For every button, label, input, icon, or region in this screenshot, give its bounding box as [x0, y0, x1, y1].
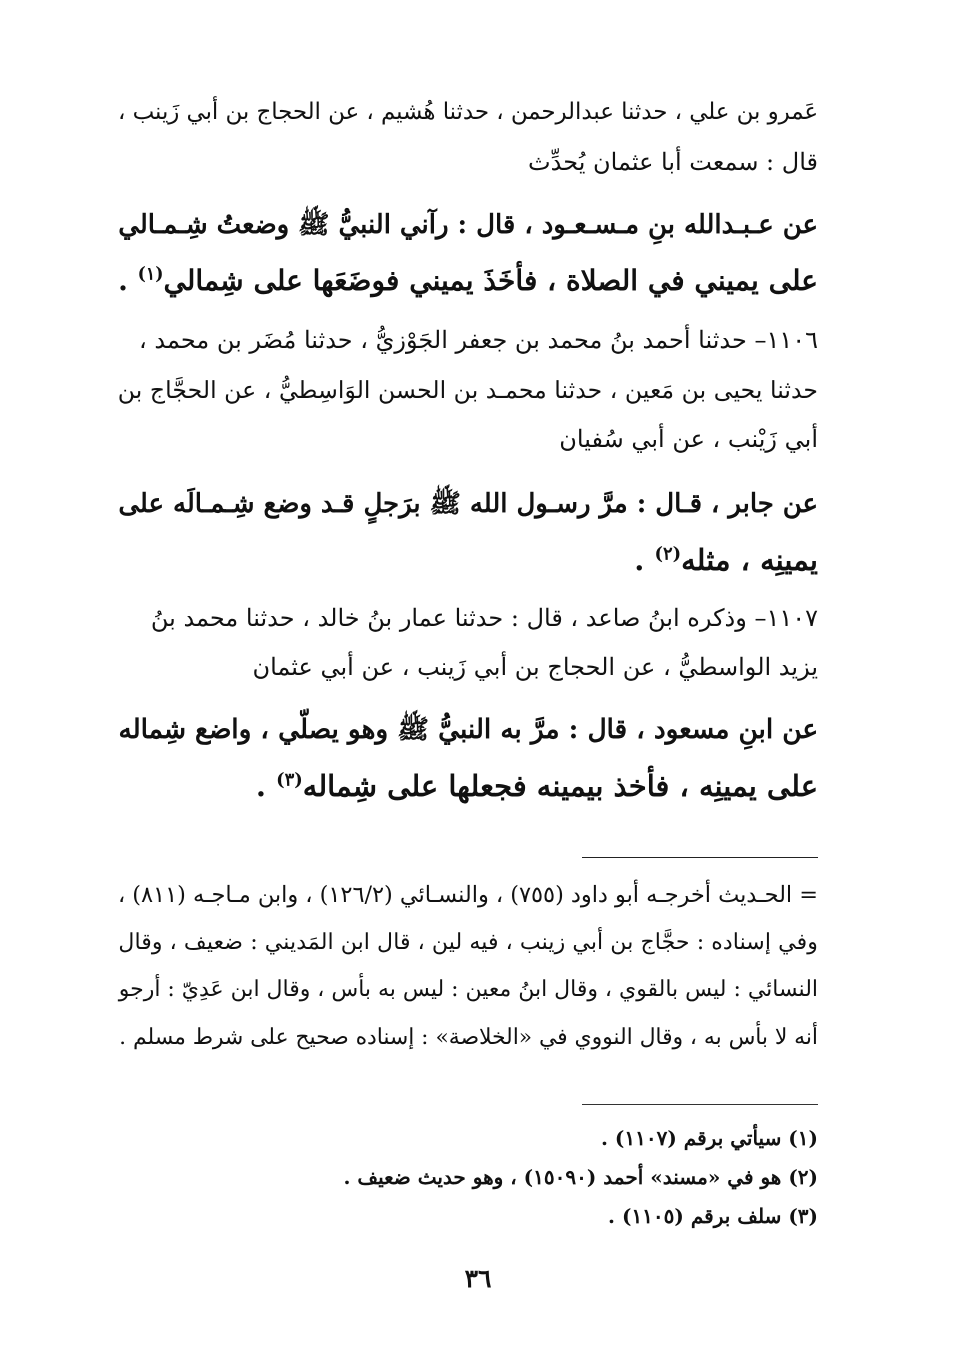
note-line: = الحـديث أخرجـه أبو داود (٧٥٥) ، والنسـائي (١٢٦/٢) ، وابن مـاجـه (٨١١) ، — [117, 882, 818, 908]
hadith-line: عن ابنِ مسعود ، قال : مرَّ به النبيُّ ﷺ وهو يصلّي ، واضع شِماله — [118, 714, 818, 745]
text-line: قال : سمعت أبا عثمان يُحدِّث — [528, 148, 818, 176]
hadith-text: يمينِه ، مثله — [681, 543, 818, 577]
note-line: أنه لا بأس به ، وقال النووي في «الخلاصة» : إسناده صحيح على شرط مسلم . — [119, 1025, 818, 1050]
footnote-ref: (٣) — [276, 769, 303, 791]
footnote-ref: (١) — [137, 264, 164, 285]
note-line: وفي إسناده : حجَّاج بن أبي زينب ، فيه لين ، قال ابن المَديني : ضعيف ، وقال — [118, 929, 818, 955]
text-line: عَمرو بن علي ، حدثنا عبدالرحمن ، حدثنا هُشيم ، عن الحجاج بن أبي زَينب ، — [118, 99, 818, 125]
footnote-separator — [582, 857, 818, 858]
isnad-line: حدثنا يحيى بن مَعين ، حدثنا محمـد بن الحسن الوَاسِطيُّ ، عن الحجَّاج بن — [117, 376, 818, 404]
note-line: النسائي : ليس بالقوي ، وقال ابنُ معين : ليس به بأس ، وقال ابن عَدِيّ : أرجو — [118, 977, 818, 1002]
isnad-line: ١١٠٧– وذكره ابنُ صاعد ، قال : حدثنا عمار بنُ خالد ، حدثنا محمد بنُ — [150, 604, 818, 632]
footnote-ref: (٢) — [654, 543, 682, 565]
hadith-text: على يميني في الصلاة ، فأخَذَ يميني فوضَعَها على شِمالي — [163, 264, 818, 297]
hadith-line — [118, 264, 818, 297]
hadith-line — [256, 769, 818, 803]
hadith-line: عن جابر ، قـال : مرَّ رسـول الله ﷺ برَجلٍ قـد وضع شِـمـالَه على — [118, 489, 818, 519]
footnote: (٣) سلف برقم (١١٠٥) . — [608, 1204, 818, 1228]
hadith-line — [634, 543, 818, 577]
isnad-line: ١١٠٦– حدثنا أحمد بنُ محمد بن جعفر الجَوْزيُّ ، حدثنا مُضَر بن محمد ، — [139, 326, 818, 354]
line-end: . — [255, 769, 277, 803]
page-number: ٣٦ — [464, 1264, 492, 1293]
hadith-text: على يمينِه ، فأخذ بيمينه فجعلها على شِماله — [302, 769, 818, 803]
footnote-separator — [582, 1104, 818, 1105]
footnote: (٢) هو في «مسند» أحمد (١٥٠٩٠) ، وهو حديث ضعيف . — [343, 1165, 818, 1189]
isnad-line: أبي زَيْنب ، عن أبي سُفيان — [559, 425, 818, 453]
hadith-line: عن عـبـدالله بنِ مـسـعـود ، قال : رآني النبيُّ ﷺ وضعتُ شِـمـالي — [118, 210, 818, 240]
line-end: . — [634, 543, 655, 577]
footnote: (١) سيأتي برقم (١١٠٧) . — [601, 1126, 818, 1150]
line-end: . — [118, 264, 138, 297]
isnad-line: يزيد الواسطيُّ ، عن الحجاج بن أبي زَينب ، عن أبي عثمان — [252, 653, 818, 681]
